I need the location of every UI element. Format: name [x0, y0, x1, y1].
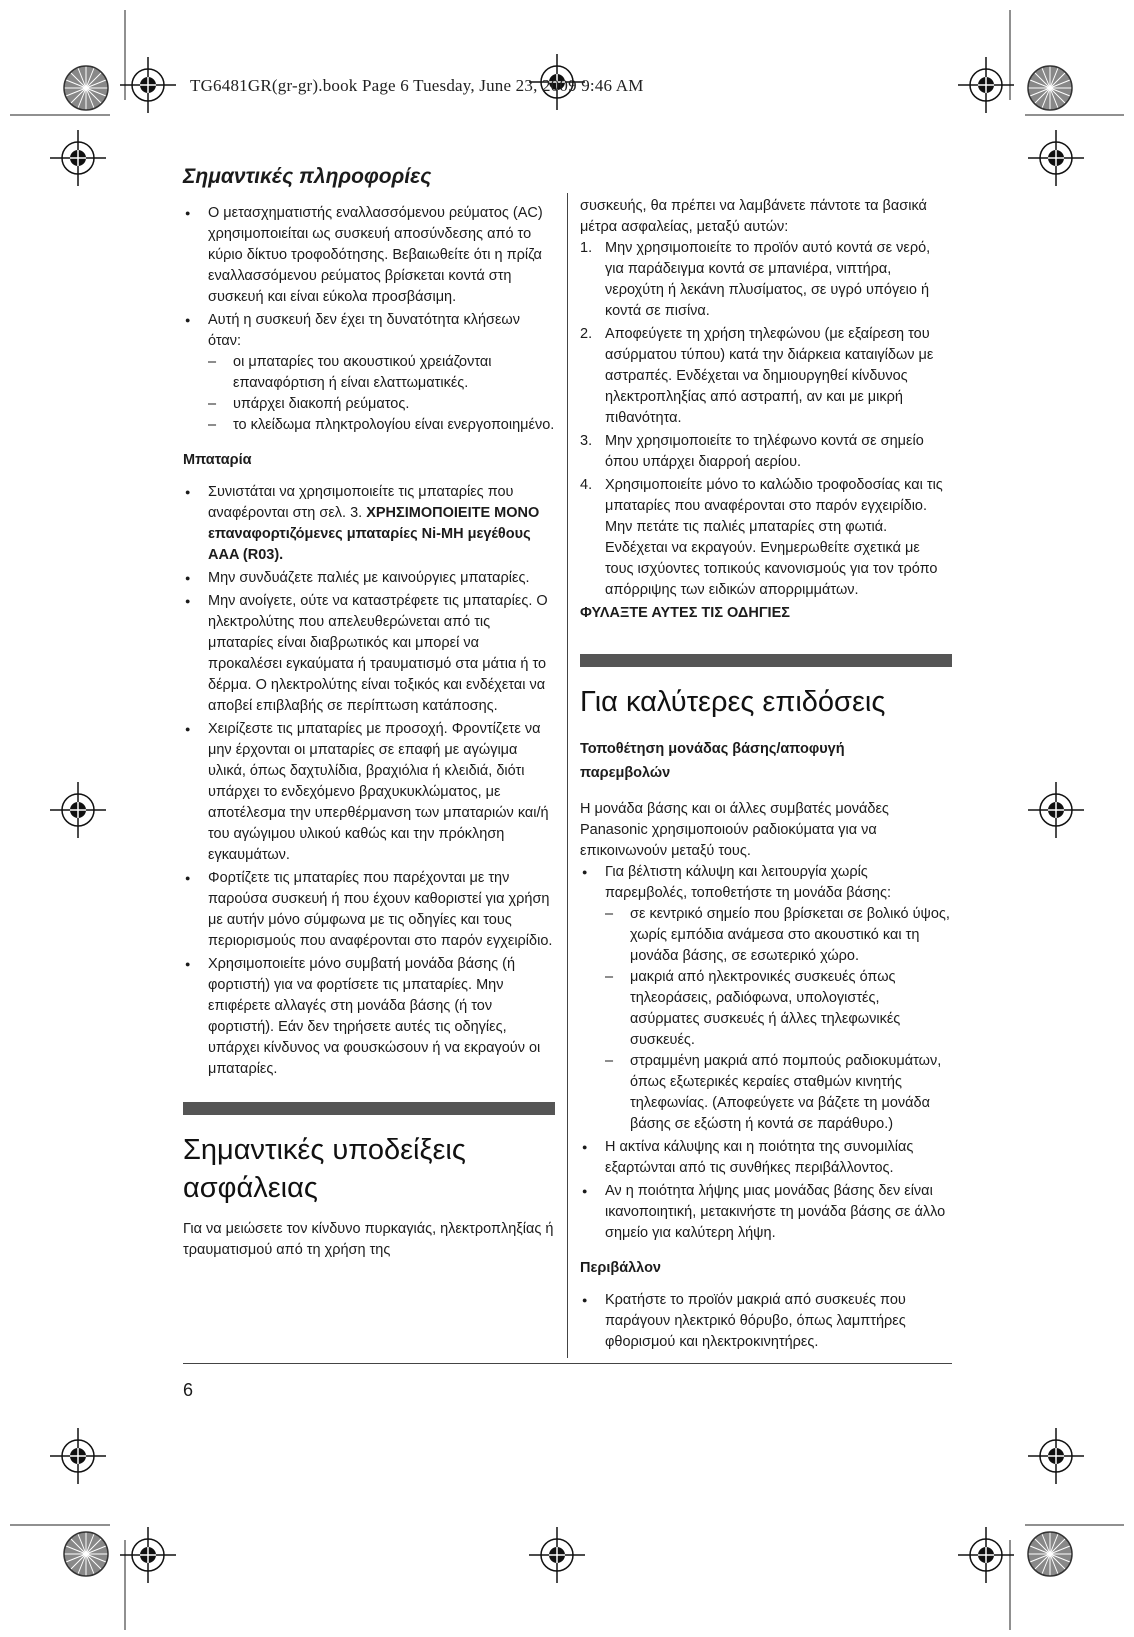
- list-item: ● Η ακτίνα κάλυψης και η ποιότητα της συνομιλίας εξαρτώνται από τις συνθήκες περιβάλλοντος.: [580, 1137, 952, 1179]
- list-item: ● Μην ανοίγετε, ούτε να καταστρέφετε τις μπαταρίες. Ο ηλεκτρολύτης που απελευθερώνεται από τις μπαταρίες είναι διαβρωτικός και μπορεί να προκαλέσει εγκαύματα ή τραυματισμό στα μάτια ή το δέρμα. Ο ηλεκτρολύτης είναι τοξικός και ενδέχεται να αποβεί επιβλαβής σε περίπτωση κατάποσης.: [183, 591, 555, 717]
- placement-dashes: [605, 904, 952, 1135]
- list-item: ● Ο μετασχηματιστής εναλλασσόμενου ρεύματος (AC) χρησιμοποιείται ως συσκευή αποσύνδεσης από το κύριο δίκτυο τροφοδότησης. Βεβαιωθείτε ότι η πρίζα εναλλασσόμενου ρεύματος βρίσκεται κοντά στη συσκευή και είναι εύκολα προσβάσιμη.: [183, 203, 555, 308]
- list-item: [580, 431, 952, 473]
- safety-title-line1: Σημαντικές υποδείξεις: [183, 1134, 466, 1166]
- performance-title: Για καλύτερες επιδόσεις: [580, 686, 886, 718]
- book-header-line: TG6481GR(gr-gr).book Page 6 Tuesday, June 23, 2009 9:46 AM: [190, 76, 644, 95]
- footer-rule: [183, 1363, 952, 1364]
- safety-title-line2: ασφάλειας: [183, 1172, 318, 1204]
- list-item: [183, 310, 555, 436]
- placement-text: Η μονάδα βάσης και οι άλλες συμβατές μονάδες Panasonic χρησιμοποιούν ραδιοκύματα για να επικοινωνούν μεταξύ τους.: [580, 801, 889, 859]
- list-item: [183, 482, 555, 566]
- list-item: – σε κεντρικό σημείο που βρίσκεται σε βολικό ύψος, χωρίς εμπόδια ανάμεσα στο ακουστικό και τη μονάδα βάσης, σε εσωτερικό χώρο.: [605, 904, 952, 967]
- list-item: [580, 862, 952, 1135]
- list-item: ● Φορτίζετε τις μπαταρίες που παρέχονται με την παρούσα συσκευή ή που έχουν καθοριστεί για χρήση με αυτήν μόνο σύμφωνα με τις οδηγίες και τους περιορισμούς που αναφέρονται στο παρόν εγχειρίδιο.: [183, 868, 555, 952]
- list-item-text: Μην χρησιμοποιείτε το τηλέφωνο κοντά σε σημείο όπου υπάρχει διαρροή αερίου.: [605, 433, 924, 470]
- list-item: [580, 238, 952, 322]
- list-item-text: Χρησιμοποιείτε μόνο το καλώδιο τροφοδοσίας και τις μπαταρίες που αναφέρονται στο παρόν εγχειρίδιο. Μην πετάτε τις παλιές μπαταρίες στη φωτιά. Ενδέχεται να εκραγούν. Ενημερωθείτε σχετικά με τους ισχύοντες τοπικούς κανονισμούς για τον τρόπο απόρριψης των ειδικών απορριμμάτων.: [605, 477, 943, 598]
- safety-numbered-list: [580, 238, 952, 601]
- battery-bullets: [183, 482, 555, 1080]
- important-info-title: Σημαντικές πληροφορίες: [183, 165, 432, 188]
- battery-warning-bold: ΧΡΗΣΙΜΟΠΟΙΕΙΤΕ ΜΟΝΟ επαναφορτιζόμενες μπαταρίες Ni-MH μεγέθους AAA (R03).: [208, 505, 540, 563]
- list-item: ● Μην συνδυάζετε παλιές με καινούργιες μπαταρίες.: [183, 568, 555, 589]
- item-number: 3.: [580, 433, 593, 449]
- list-item: ● Χρησιμοποιείτε μόνο συμβατή μονάδα βάσης (ή φορτιστή) για να φορτίσετε τις μπαταρίες. Μην επιφέρετε αλλαγές στη μονάδα βάσης (ή τον φορτιστή). Εάν δεν τηρήσετε αυτές τις οδηγίες, υπάρχει κίνδυνος να φουσκώσουν ή να εκραγούν οι μπαταρίες.: [183, 954, 555, 1080]
- right-column: [580, 196, 952, 1355]
- list-item: – οι μπαταρίες του ακουστικού χρειάζονται επαναφόρτιση ή είναι ελαττωματικές.: [208, 352, 555, 394]
- list-item-text: Για βέλτιστη κάλυψη και λειτουργία χωρίς παρεμβολές, τοποθετήστε τη μονάδα βάσης:: [605, 864, 891, 901]
- list-item-text: Μην χρησιμοποιείτε το προϊόν αυτό κοντά σε νερό, για παράδειγμα κοντά σε μπανιέρα, νιπτήρα, νεροχύτη ή λεκάνη πλυσίματος, σε υγρό υπόγειο ή κοντά σε πισίνα.: [605, 240, 931, 319]
- battery-heading: Μπαταρία: [183, 452, 252, 468]
- keep-instructions: ΦΥΛΑΞΤΕ ΑΥΤΕΣ ΤΙΣ ΟΔΗΓΙΕΣ: [580, 605, 790, 621]
- item-number: 4.: [580, 477, 593, 493]
- placement-bullets: [580, 862, 952, 1244]
- list-item: ● Κρατήστε το προϊόν μακριά από συσκευές που παράγουν ηλεκτρικό θόρυβο, όπως λαμπτήρες φθορισμού και ηλεκτροκινητήρες.: [580, 1290, 952, 1353]
- list-item: ● Αν η ποιότητα λήψης μιας μονάδας βάσης δεν είναι ικανοποιητική, μετακινήστε τη μονάδα βάσης σε άλλο σημείο για καλύτερη λήψη.: [580, 1181, 952, 1244]
- list-item: – στραμμένη μακριά από πομπούς ραδιοκυμάτων, όπως εξωτερικές κεραίες σταθμών κινητής τηλεφωνίας. (Αποφεύγετε να βάζετε τη μονάδα βάσης σε εξώστη ή κοντά σε παράθυρο.): [605, 1051, 952, 1135]
- list-item-text: Αποφεύγετε τη χρήση τηλεφώνου (με εξαίρεση του ασύρματου τύπου) κατά την διάρκεια καταιγίδων με αστραπές. Ενδέχεται να δημιουργηθεί κίνδυνος ηλεκτροπληξίας από αστραπή, αν και με μικρή πιθανότητα.: [605, 326, 934, 426]
- list-item: ● Χειρίζεστε τις μπαταρίες με προσοχή. Φροντίζετε να μην έρχονται οι μπαταρίες σε επαφή με αγώγιμα υλικά, όπως δαχτυλίδια, βραχιόλια ή κλειδιά, διότι υπάρχει το ενδεχόμενο βραχυκυκλώματος, με αποτέλεσμα την υπερθέρμανση των μπαταριών και/ή του αγώγιμου υλικού καθώς και την πρόκληση εγκαυμάτων.: [183, 719, 555, 866]
- intro-bullets: [183, 203, 555, 436]
- list-item: – το κλείδωμα πληκτρολογίου είναι ενεργοποιημένο.: [208, 415, 555, 436]
- environment-bullets: [580, 1290, 952, 1353]
- safety-title: [183, 1131, 555, 1207]
- list-item: – μακριά από ηλεκτρονικές συσκευές όπως τηλεοράσεις, ραδιόφωνα, υπολογιστές, ασύρματες συσκευές ή άλλες τηλεφωνικές συσκευές.: [605, 967, 952, 1051]
- list-item: [580, 324, 952, 429]
- item-number: 1.: [580, 240, 593, 256]
- call-limitations-list: [208, 352, 555, 436]
- column-divider: [567, 193, 568, 1358]
- placement-heading: [580, 737, 952, 785]
- list-item-text: Αυτή η συσκευή δεν έχει τη δυνατότητα κλήσεων όταν:: [208, 312, 520, 349]
- list-item: [580, 475, 952, 601]
- placement-heading-line2: παρεμβολών: [580, 765, 671, 781]
- section-bar: [183, 1102, 555, 1115]
- left-column: [183, 165, 555, 1261]
- section-bar: [580, 654, 952, 667]
- safety-continued-text: συσκευής, θα πρέπει να λαμβάνετε πάντοτε τα βασικά μέτρα ασφαλείας, μεταξύ αυτών:: [580, 198, 927, 235]
- placement-heading-line1: Τοποθέτηση μονάδας βάσης/αποφυγή: [580, 741, 845, 757]
- list-item-text: Συνιστάται να χρησιμοποιείτε τις μπαταρίες που αναφέρονται στη σελ. 3.: [208, 484, 514, 521]
- page-number: 6: [183, 1380, 194, 1400]
- safety-intro-text: Για να μειώσετε τον κίνδυνο πυρκαγιάς, ηλεκτροπληξίας ή τραυματισμού από τη χρήση της: [183, 1221, 554, 1258]
- list-item: – υπάρχει διακοπή ρεύματος.: [208, 394, 555, 415]
- item-number: 2.: [580, 326, 593, 342]
- environment-heading: Περιβάλλον: [580, 1260, 661, 1276]
